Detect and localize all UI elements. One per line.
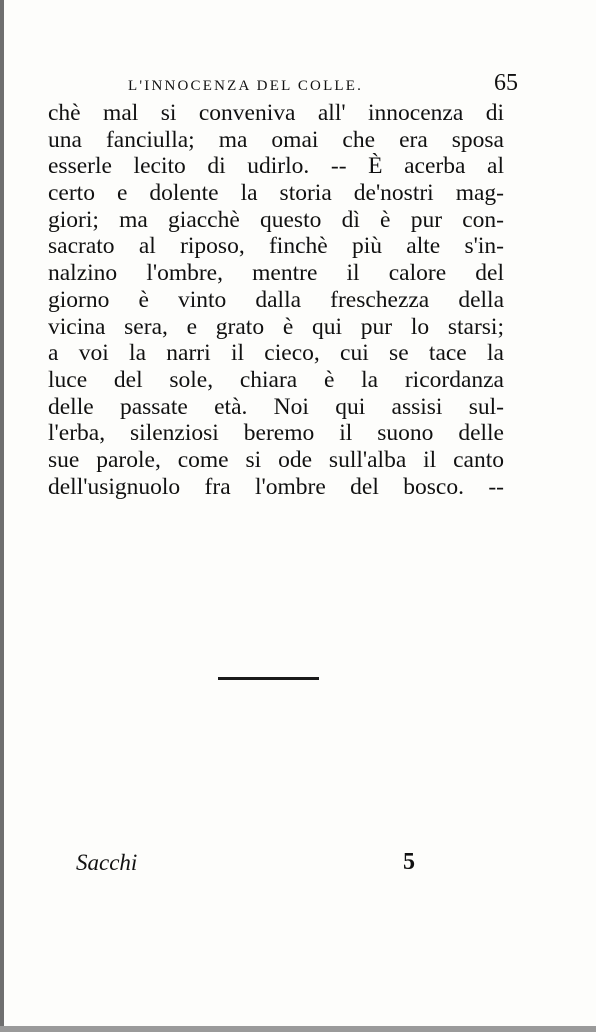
gathering-mark: 5 [403,849,415,875]
text-line: esserle lecito di udirlo. -- È acerba al [48,153,504,180]
text-line: certo e dolente la storia de'nostri mag- [48,180,504,207]
section-rule [218,677,319,680]
page-left-edge [0,0,4,1032]
text-line: nalzino l'ombre, mentre il calore del [48,260,504,287]
text-line: vicina sera, e grato è qui pur lo starsi; [48,313,504,340]
text-line: l'erba, silenziosi beremo il suono delle [48,420,504,447]
text-line: una fanciulla; ma omai che era sposa [48,126,504,153]
text-line: a voi la narri il cieco, cui se tace la [48,340,504,367]
page-bottom-edge [0,1026,596,1032]
text-line: luce del sole, chiara è la ricordanza [48,366,504,393]
body-text [48,100,504,500]
page-number: 65 [494,70,518,96]
text-line: giori; ma giacchè questo dì è pur con- [48,206,504,233]
text-line: giorno è vinto dalla freschezza della [48,286,504,313]
text-line: sacrato al riposo, finchè più alte s'in- [48,233,504,260]
text-line: chè mal si conveniva all' innocenza di [48,100,504,126]
running-head [48,72,518,102]
running-title: L'INNOCENZA DEL COLLE. [128,78,364,94]
text-line: delle passate età. Noi qui assisi sul- [48,393,504,420]
text-line: dell'usignuolo fra l'ombre del bosco. -- [48,473,504,500]
printer-signature: Sacchi [76,850,138,875]
text-line: sue parole, come si ode sull'alba il canto [48,446,504,473]
